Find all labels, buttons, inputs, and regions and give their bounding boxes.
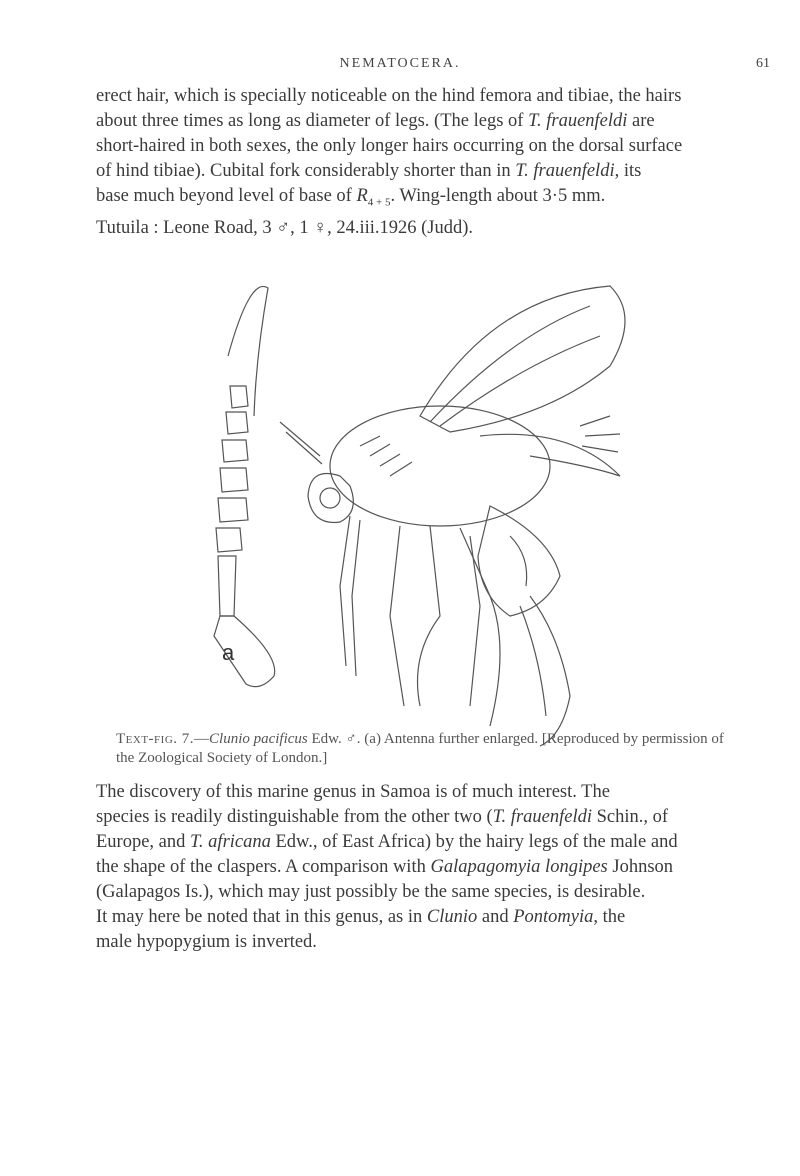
- body-drawing: [280, 286, 625, 746]
- caption-genus: Clunio pacificus: [209, 731, 308, 747]
- text-line: Europe, and T. africana Edw., of East Africa) by the hairy legs of the male and: [96, 832, 678, 852]
- text-line: (Galapagos Is.), which may just possibly be the same species, is desirable.: [96, 882, 646, 902]
- page-header: [0, 56, 800, 80]
- paragraph-bottom: [96, 780, 736, 955]
- text-line: Tutuila : Leone Road, 3 ♂, 1 ♀, 24.iii.1926 (Judd).: [96, 217, 474, 238]
- text-line: species is readily distinguishable from the other two (T. frauenfeldi Schin., of: [96, 807, 669, 827]
- page-number: 61: [756, 56, 770, 71]
- text-line: about three times as long as diameter of legs. (The legs of T. frauenfeldi are: [96, 111, 655, 131]
- text-line: base much beyond level of base of $R_{4 + 5}$. Wing-length about 3·5 mm.: [96, 186, 606, 209]
- text-line: the shape of the claspers. A comparison with Galapagomyia longipes Johnson: [96, 857, 674, 877]
- text-line: erect hair, which is specially noticeable on the hind femora and tibiae, the hairs: [96, 86, 682, 106]
- caption-text: Edw. ♂. (a) Antenna further enlarged. [Reproduced by permission of the Zoological Society of London.]: [116, 731, 724, 766]
- text-line: of hind tibiae). Cubital fork considerably shorter than in T. frauenfeldi, its: [96, 161, 642, 181]
- insect-illustration: [190, 236, 660, 756]
- antenna-drawing: [214, 286, 275, 686]
- text-line: It may here be noted that in this genus, as in Clunio and Pontomyia, the: [96, 907, 626, 927]
- species-name: T. frauenfeldi: [528, 111, 628, 131]
- caption-prefix: Text-fig. 7.: [116, 731, 195, 747]
- panel-label: a: [222, 640, 235, 665]
- figure-caption: Text-fig. 7.—Clunio pacificus Edw. ♂. (a) Antenna further enlarged. [Reproduced by permission of the Zoological Society of London.]: [116, 731, 724, 766]
- species-name: T. frauenfeldi: [515, 161, 615, 181]
- text-line: short-haired in both sexes, the only longer hairs occurring on the dorsal surface: [96, 136, 683, 156]
- text-line: male hypopygium is inverted.: [96, 932, 317, 952]
- running-title: NEMATOCERA.: [339, 56, 461, 71]
- text-line: The discovery of this marine genus in Samoa is of much interest. The: [96, 782, 610, 802]
- paragraph-top: [96, 84, 736, 241]
